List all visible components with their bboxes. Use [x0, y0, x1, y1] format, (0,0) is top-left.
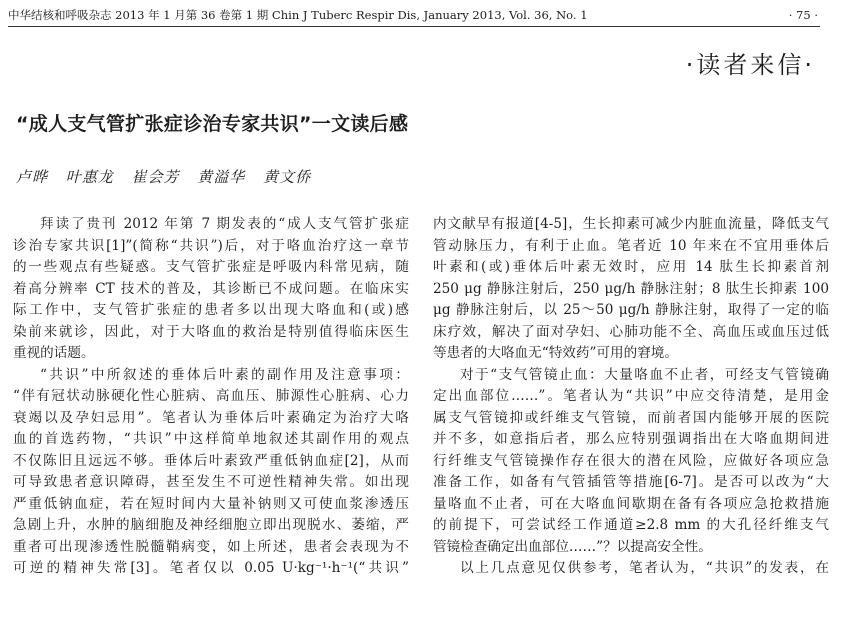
text-line: “共识”中所叙述的垂体后叶素的副作用及注意事项：: [40, 366, 409, 383]
text-line: 血的首选药物，“共识”中这样简单地叙述其副作用的观点: [13, 431, 409, 447]
text-line: 行纤维支气管镜操作存在很大的潜在风险，应做好各项应急: [433, 452, 829, 469]
text-line: 的一些观点有些疑惑。支气管扩张症是呼吸内科常见病，随: [13, 259, 409, 275]
text-line: 250 μg 静脉注射后，250 μg/h 静脉注射；8 肽生长抑素 100: [433, 280, 829, 297]
body-column-left: [13, 214, 409, 580]
text-line: 属支气管镜抑或纤维支气管镜，而前者国内能够开展的医院: [433, 409, 829, 426]
text-line: 对于“支气管镜止血：大量咯血不止者，可经支气管镜确: [460, 366, 829, 383]
running-header: [8, 5, 818, 25]
body-column-right: [433, 214, 829, 580]
text-line: 等患者的大咯血无“特效药”可用的窘境。: [433, 345, 678, 361]
author-list: 卢晔 叶惠龙 崔会芳 黄溢华 黄文侨: [16, 168, 312, 186]
text-line: 管镜检查确定出血部位……”？以提高安全性。: [433, 538, 712, 555]
text-line: 重者可出现渗透性脱髓鞘病变，如上所述，患者会表现为不: [13, 538, 409, 555]
text-line: 并不多，如意指后者，那么应特别强调指出在大咯血期间进: [433, 431, 829, 447]
text-line: 定出血部位……”。笔者认为“共识”中应交待清楚，是用金: [433, 388, 829, 404]
text-line: 内文献早有报道[4-5]，生长抑素可减少内脏血流量，降低支气: [433, 216, 829, 232]
article-title: “成人支气管扩张症诊治专家共识”一文读后感: [16, 113, 409, 135]
text-line: 严重低钠血症，若在短时间内大量补钠则又可使血浆渗透压: [13, 495, 409, 512]
text-line: 管动脉压力，有利于止血。笔者近 10 年来在不宜用垂体后: [433, 237, 829, 254]
text-line: 染前来就诊，因此，对于大咯血的救治是特别值得临床医生: [13, 323, 409, 340]
text-line: 叶素和(或)垂体后叶素无效时，应用 14 肽生长抑素首剂: [433, 259, 829, 275]
text-line: 衰竭以及孕妇忌用”。笔者认为垂体后叶素确定为治疗大咯: [13, 409, 409, 426]
text-line: 拜读了贵刊 2012 年第 7 期发表的“成人支气管扩张症: [40, 216, 409, 232]
text-line: 着高分辨率 CT 技术的普及，其诊断已不成问题。在临床实: [13, 280, 409, 297]
text-line: 的前提下，可尝试经工作通道≥2.8 mm 的大孔径纤维支气: [433, 517, 829, 533]
header-rule: [8, 26, 820, 27]
text-line: 不仅陈旧且远远不够。垂体后叶素致严重低钠血症[2]，从而: [13, 452, 409, 469]
text-line: 可逆的精神失常[3]。笔者仅以 0.05 U·kg⁻¹·h⁻¹(“共识”: [13, 560, 409, 576]
text-line: 际工作中，支气管扩张症的患者多以出现大咯血和(或)感: [13, 302, 409, 318]
page-number: · 75 ·: [788, 8, 818, 22]
text-line: 准备工作，如备有气管插管等措施[6-7]。是否可以改为“大: [433, 474, 829, 490]
text-line: μg 静脉注射后，以 25～50 μg/h 静脉注射，取得了一定的临: [433, 302, 829, 318]
text-line: 急剧上升，水肿的脑细胞及神经细胞立即出现脱水、萎缩，严: [13, 517, 409, 533]
section-label: ·读者来信·: [685, 51, 815, 79]
text-line: “伴有冠状动脉硬化性心脏病、高血压、肺源性心脏病、心力: [13, 388, 409, 404]
journal-citation: 中华结核和呼吸杂志 2013 年 1 月第 36 卷第 1 期 Chin J Tuberc Respir Dis, January 2013, Vol. 36, No. 1: [8, 8, 588, 22]
text-line: 量咯血不止者，可在大咯血间歇期在备有各项应急抢救措施: [433, 495, 829, 512]
text-line: 重视的话题。: [13, 345, 95, 361]
text-line: 以上几点意见仅供参考，笔者认为，“共识”的发表，在: [460, 560, 829, 576]
text-line: 诊治专家共识[1]”(简称“共识”)后，对于咯血治疗这一章节: [13, 237, 409, 254]
text-line: 床疗效，解决了面对孕妇、心肺功能不全、高血压或血压过低: [433, 323, 829, 340]
text-line: 可导致患者意识障碍，甚至发生不可逆性精神失常。如出现: [13, 474, 409, 490]
